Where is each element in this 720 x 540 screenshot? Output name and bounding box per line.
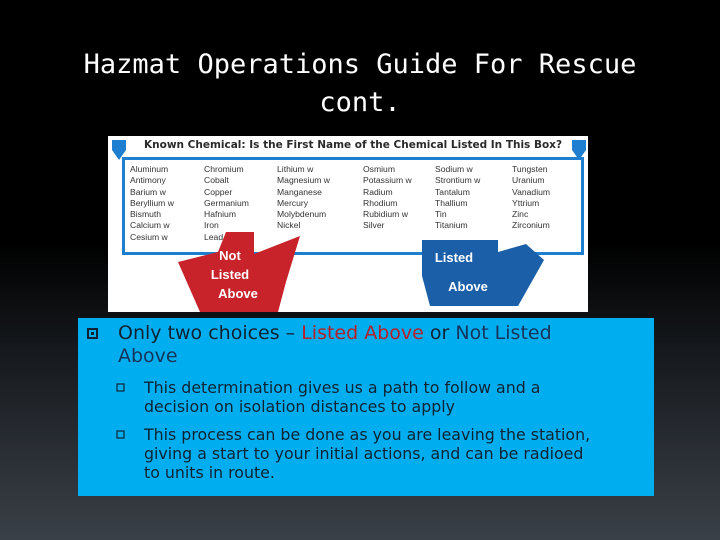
chemical-name: Molybdenum xyxy=(277,209,327,220)
chemical-name: Strontium w xyxy=(435,175,481,186)
chemical-name: Thallium xyxy=(435,197,468,208)
chemical-name: Germanium xyxy=(204,197,249,208)
sub-bullet-1-line1: This determination gives us a path to follow and a xyxy=(144,378,541,397)
chemical-name: Aluminum xyxy=(130,164,169,174)
chemical-name: Yttrium xyxy=(512,197,540,208)
chemical-name: Tungsten xyxy=(512,164,548,174)
chemical-name: Antimony xyxy=(130,175,166,186)
chemical-name: Potassium w xyxy=(363,175,412,186)
slide-title-line2: cont. xyxy=(319,87,401,118)
chemical-name: Manganese xyxy=(277,186,322,197)
not-listed-above-arrow xyxy=(178,232,308,312)
main-bullet-prefix: Only two choices – xyxy=(118,322,302,344)
chemical-column-6 xyxy=(512,164,550,232)
sub-bullet-1-line2: decision on isolation distances to apply xyxy=(144,397,456,416)
chemical-name: Lead xyxy=(204,231,224,242)
slide-title xyxy=(40,46,680,122)
listed-word-above: Above xyxy=(448,279,488,294)
chemical-column-1 xyxy=(130,164,174,243)
main-bullet-text xyxy=(118,322,638,368)
or-text: or xyxy=(423,322,456,344)
square-bullet-icon xyxy=(86,327,100,341)
not-listed-word-not: Not xyxy=(219,248,241,263)
chemical-name: Magnesium w xyxy=(277,175,331,186)
chemical-name: Nickel xyxy=(277,220,301,231)
chemical-name: Tantalum xyxy=(435,186,470,197)
sub-bullet-2-line1: This process can be done as you are leaving the station, xyxy=(144,425,591,444)
not-listed-text-line1: Not Listed xyxy=(455,322,552,344)
chemical-name: Silver xyxy=(363,220,385,231)
chemical-name: Rubidium w xyxy=(363,209,408,220)
chemical-column-3 xyxy=(277,164,330,232)
chemical-name: Barium w xyxy=(130,186,166,197)
chemical-name: Sodium w xyxy=(435,164,473,174)
chemical-name: Rhodium xyxy=(363,197,398,208)
chemical-name: Zinc xyxy=(512,209,529,220)
chemical-name: Osmium xyxy=(363,164,395,174)
chemical-name: Copper xyxy=(204,186,233,197)
chemical-decision-figure xyxy=(108,136,588,312)
listed-above-arrow xyxy=(422,236,554,308)
chemical-name: Uranium xyxy=(512,175,545,186)
chemical-name: Calcium w xyxy=(130,220,170,231)
chemical-name: Bismuth xyxy=(130,209,162,220)
sub-bullet-2-line2: giving a start to your initial actions, and can be radioed xyxy=(144,444,584,463)
chemical-column-5 xyxy=(435,164,480,232)
not-listed-text-line2: Above xyxy=(118,345,178,367)
sub-bullet-2-line3: to units in route. xyxy=(144,463,275,482)
chemical-name: Zirconium xyxy=(512,220,550,231)
chemical-name: Tin xyxy=(435,209,447,220)
hollow-square-bullet-icon xyxy=(116,430,126,440)
figure-header-text: Known Chemical: Is the First Name of the Chemical Listed In This Box? xyxy=(144,139,563,151)
chemical-name: Titanium xyxy=(435,220,468,231)
not-listed-word-above: Above xyxy=(218,286,258,301)
hollow-square-bullet-icon xyxy=(116,383,126,393)
not-listed-word-listed: Listed xyxy=(210,267,250,282)
chemical-name: Vanadium xyxy=(512,186,551,197)
chemical-name: Lithium w xyxy=(277,164,314,174)
chemical-column-4 xyxy=(363,164,412,232)
chemical-name: Iron xyxy=(204,220,219,231)
listed-word-listed: Listed xyxy=(434,250,474,265)
chemical-name: Chromium xyxy=(204,164,244,174)
chemical-name: Beryllium w xyxy=(130,197,174,208)
chemical-name: Cesium w xyxy=(130,231,168,242)
figure-header xyxy=(108,136,588,156)
chemical-name: Cobalt xyxy=(204,175,229,186)
chemical-name: Radium xyxy=(363,186,393,197)
chemical-name: Mercury xyxy=(277,197,309,208)
chemical-name: Hafnium xyxy=(204,209,236,220)
listed-above-text: Listed Above xyxy=(301,322,424,344)
slide-title-line1: Hazmat Operations Guide For Rescue xyxy=(83,49,637,80)
